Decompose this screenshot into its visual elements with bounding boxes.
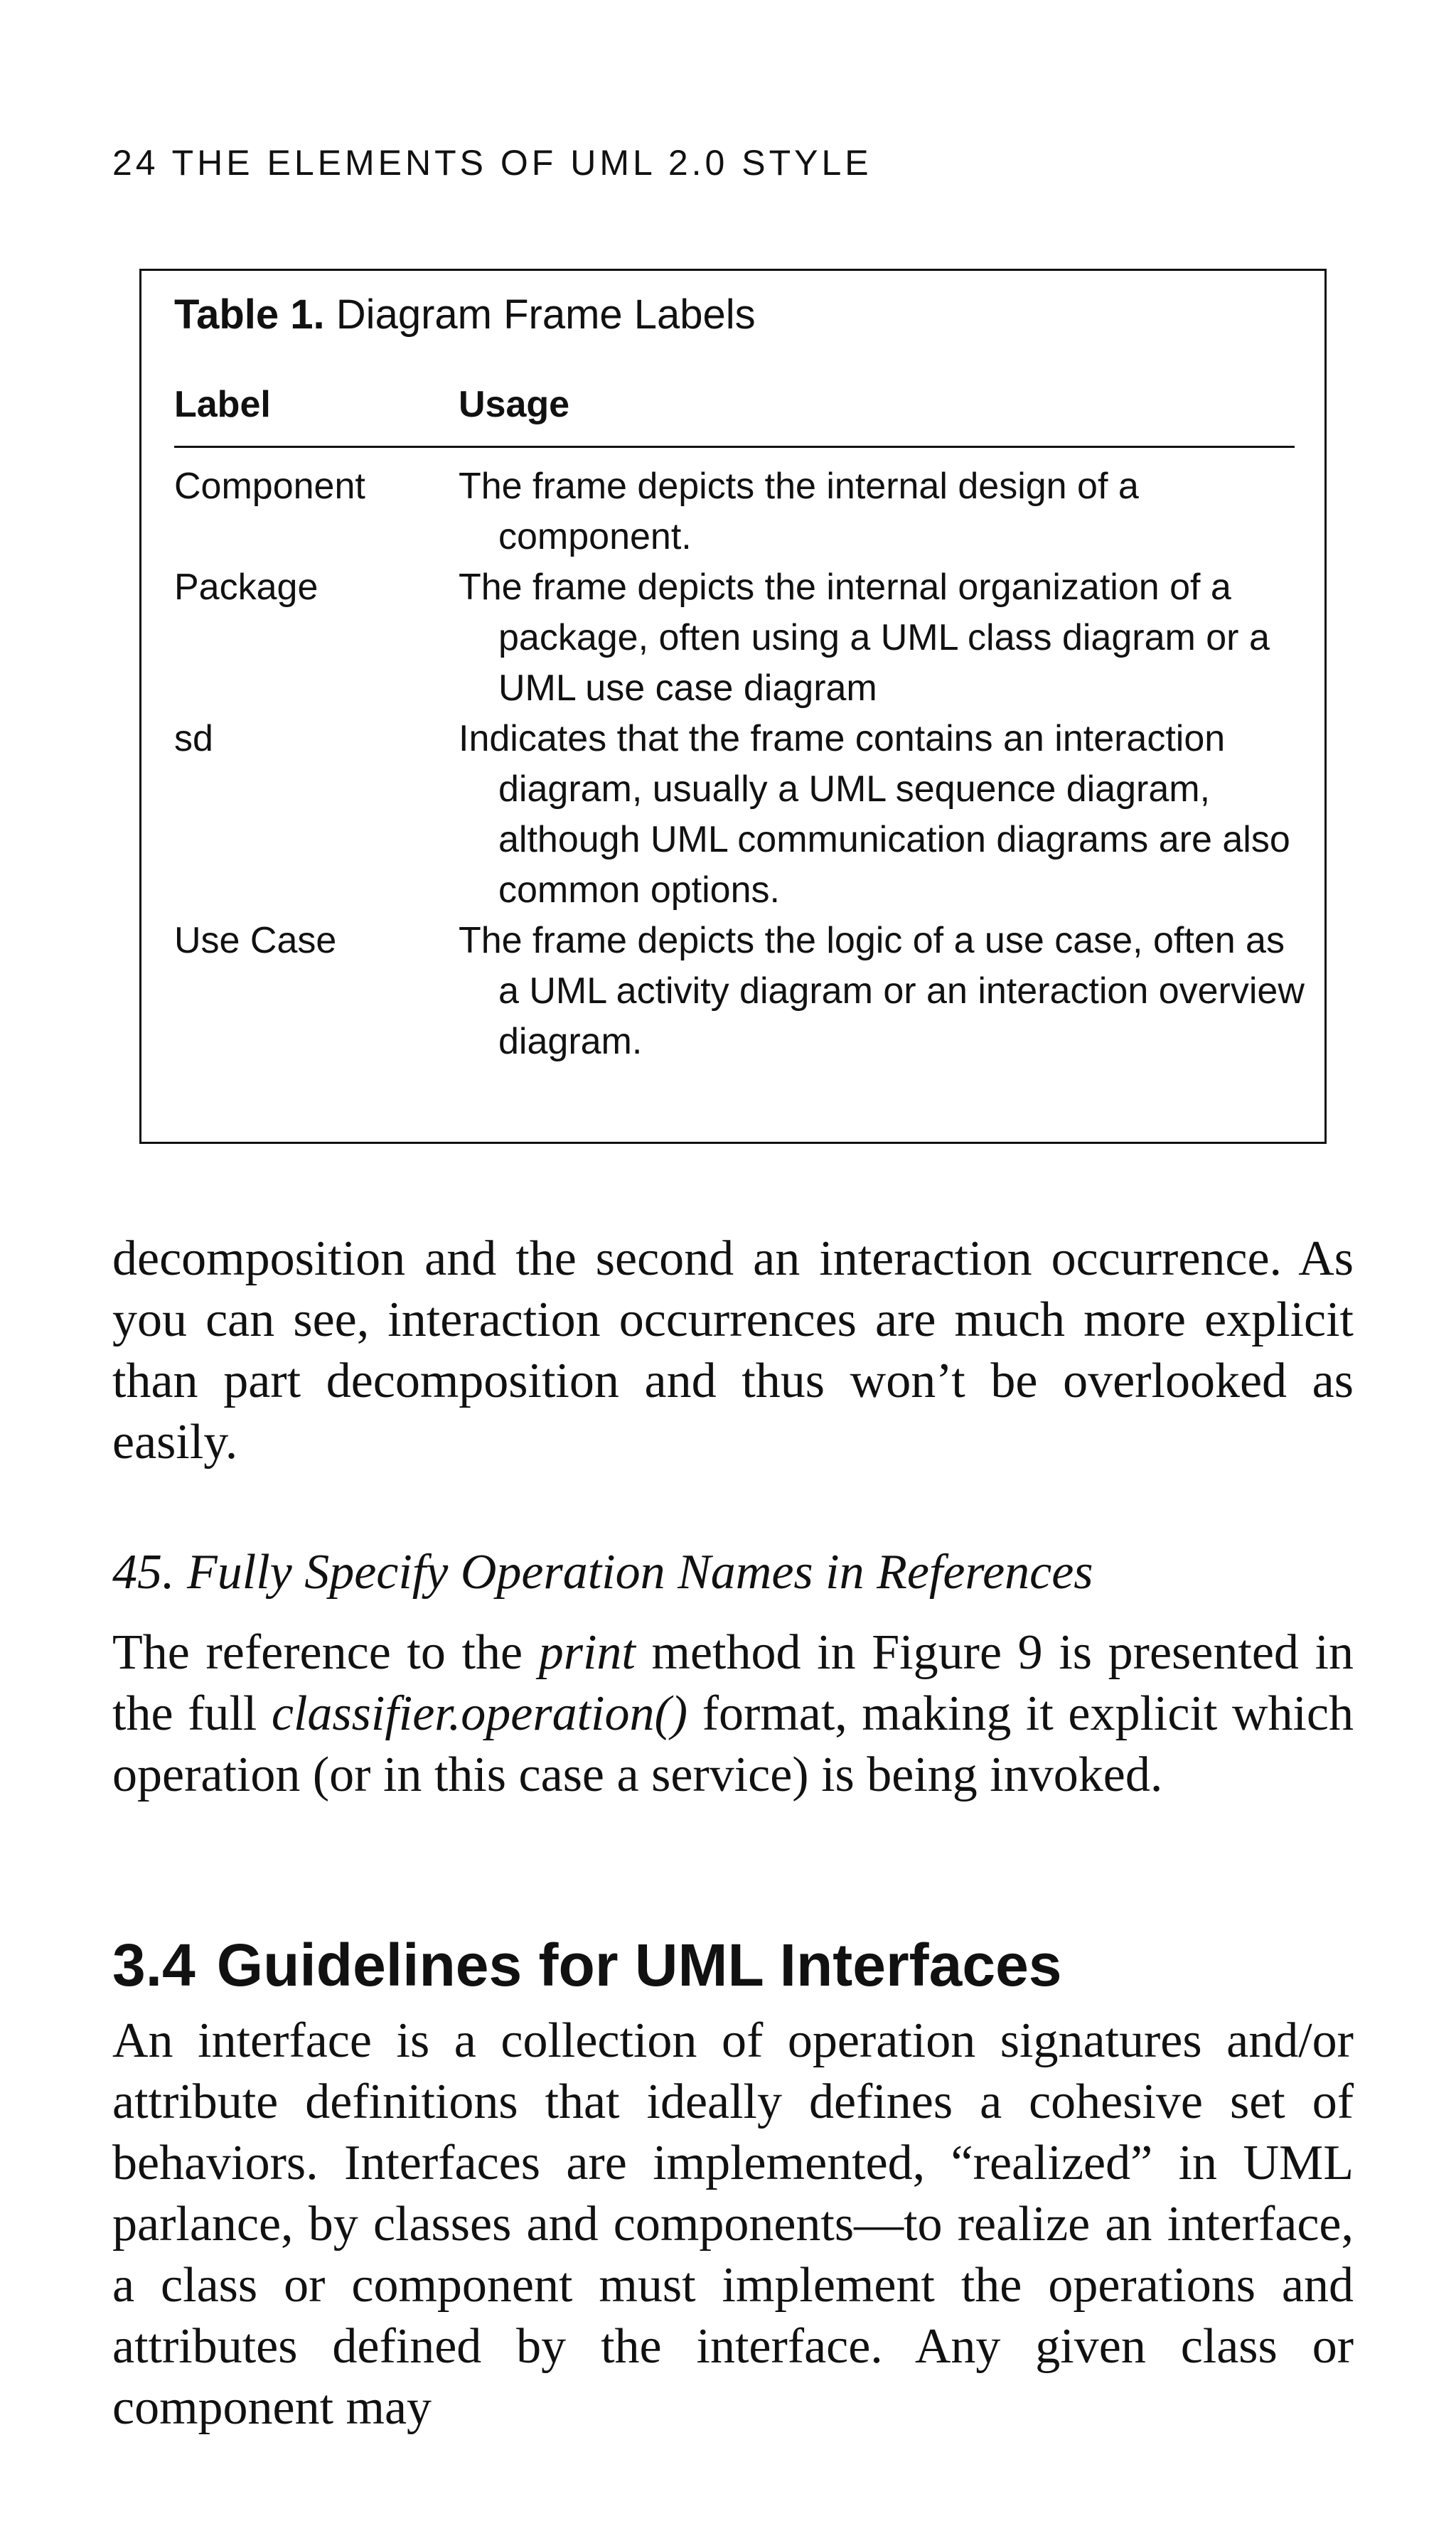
row-usage: Indicates that the frame contains an interaction diagram, usually a UML sequence diagram, although UML communication diagrams are also common options. (459, 718, 1290, 911)
table-row (174, 916, 1312, 1067)
row-label: Use Case (174, 920, 337, 961)
header-rule (174, 446, 1295, 448)
section-title: Guidelines for UML Interfaces (216, 1932, 1062, 1998)
guideline-heading: 45. Fully Specify Operation Names in References (112, 1545, 1093, 1600)
table-frame-labels (139, 269, 1327, 1144)
table-caption-number: Table 1. (174, 291, 325, 338)
column-header-label: Label (174, 384, 271, 425)
table-row (174, 562, 1312, 714)
guideline-text-before: The reference to the (112, 1625, 539, 1680)
row-label: Package (174, 567, 318, 608)
paragraph-decomposition: decomposition and the second an interaction occurrence. As you can see, interaction occurrences are much more explicit than part decomposition and thus won’t be overlooked as easily. (112, 1231, 1354, 1470)
guideline-em-print: print (538, 1625, 636, 1680)
guideline-em-classifier: classifier.operation() (271, 1686, 688, 1741)
table-row (174, 714, 1312, 916)
paragraph-interfaces: An interface is a collection of operation signatures and/or attribute definitions that ideally defines a cohesive set of behaviors. Interfaces are implemented, “realized” in UML parlance, by classes and components—to realize an interface, a class or component must implement the operations and attributes defined by the interface. Any given class or component may (112, 2013, 1354, 2435)
table-body (174, 461, 1312, 1067)
section-heading (112, 1931, 1062, 2000)
row-usage: The frame depicts the internal design of a component. (459, 466, 1139, 557)
row-label: Component (174, 466, 365, 507)
section-number: 3.4 (112, 1932, 196, 1998)
row-label: sd (174, 718, 213, 759)
guideline-text-after: format, making it explicit which operation (or in this case a service) is being invoked. (112, 1686, 1354, 1802)
table-caption-title: Diagram Frame Labels (336, 291, 756, 338)
table-caption (174, 291, 756, 338)
table-row (174, 461, 1312, 562)
guideline-text-middle: method in Figure 9 is presented in the full (112, 1625, 1354, 1741)
running-head: 24 THE ELEMENTS OF UML 2.0 STYLE (112, 143, 872, 183)
row-usage: The frame depicts the internal organization of a package, often using a UML class diagram or a UML use case diagram (459, 567, 1270, 709)
column-header-usage: Usage (459, 384, 570, 425)
row-usage: The frame depicts the logic of a use case, often as a UML activity diagram or an interaction overview diagram. (459, 920, 1305, 1062)
paragraph-guideline-45 (112, 1622, 1354, 1806)
